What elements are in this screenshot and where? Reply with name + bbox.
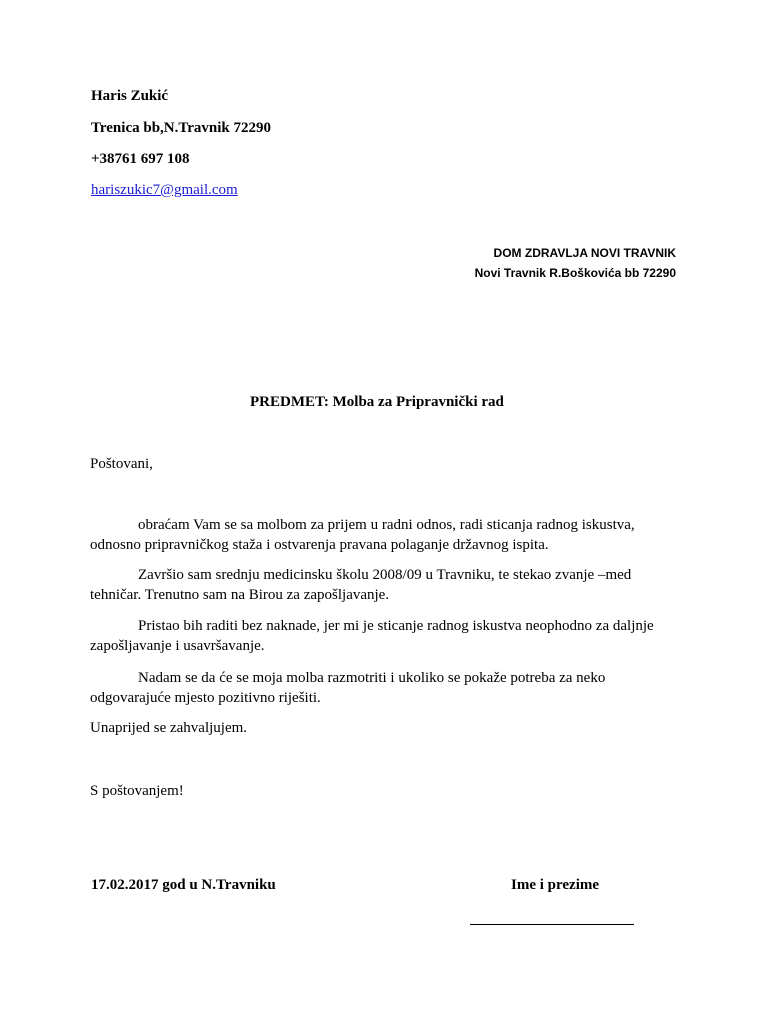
- recipient-institution: DOM ZDRAVLJA NOVI TRAVNIK: [493, 246, 676, 260]
- sender-phone: +38761 697 108: [91, 151, 190, 167]
- sender-address: Trenica bb,N.Travnik 72290: [91, 120, 272, 136]
- sender-email-link[interactable]: hariszukic7@gmail.com: [91, 182, 238, 198]
- paragraph-line: odgovarajuće mjesto pozitivno riješiti.: [90, 690, 321, 706]
- sender-name: Haris Zukić: [91, 88, 169, 104]
- subject-line: PREDMET: Molba za Pripravnički rad: [250, 394, 504, 410]
- paragraph-line: Završio sam srednju medicinsku školu 2008/09 u Travniku, te stekao zvanje –med: [138, 567, 632, 583]
- date-place: 17.02.2017 god u N.Travniku: [91, 877, 276, 893]
- paragraph-line: odnosno pripravničkog staža i ostvarenja pravana polaganje državnog ispita.: [90, 537, 549, 553]
- paragraph-line: Nadam se da će se moja molba razmotriti i ukoliko se pokaže potreba za neko: [138, 670, 606, 686]
- paragraph-line: tehničar. Trenutno sam na Birou za zapošljavanje.: [90, 587, 390, 603]
- body-paragraph: [90, 515, 680, 555]
- signature-label: Ime i prezime: [511, 877, 600, 893]
- paragraph-line: obraćam Vam se sa molbom za prijem u radni odnos, radi sticanja radnog iskustva,: [138, 517, 635, 533]
- body-paragraph: [90, 616, 680, 656]
- thanks-line: Unaprijed se zahvaljujem.: [90, 720, 248, 736]
- recipient-address: Novi Travnik R.Boškovića bb 72290: [474, 266, 676, 280]
- closing-line: S poštovanjem!: [90, 783, 184, 799]
- paragraph-line: Pristao bih raditi bez naknade, jer mi je sticanje radnog iskustva neophodno za daljnje: [138, 618, 654, 634]
- signature-line: [470, 924, 634, 925]
- body-paragraph: [90, 668, 680, 708]
- body-paragraph: [90, 565, 680, 605]
- paragraph-line: zapošljavanje i usavršavanje.: [90, 638, 265, 654]
- salutation: Poštovani,: [90, 456, 153, 472]
